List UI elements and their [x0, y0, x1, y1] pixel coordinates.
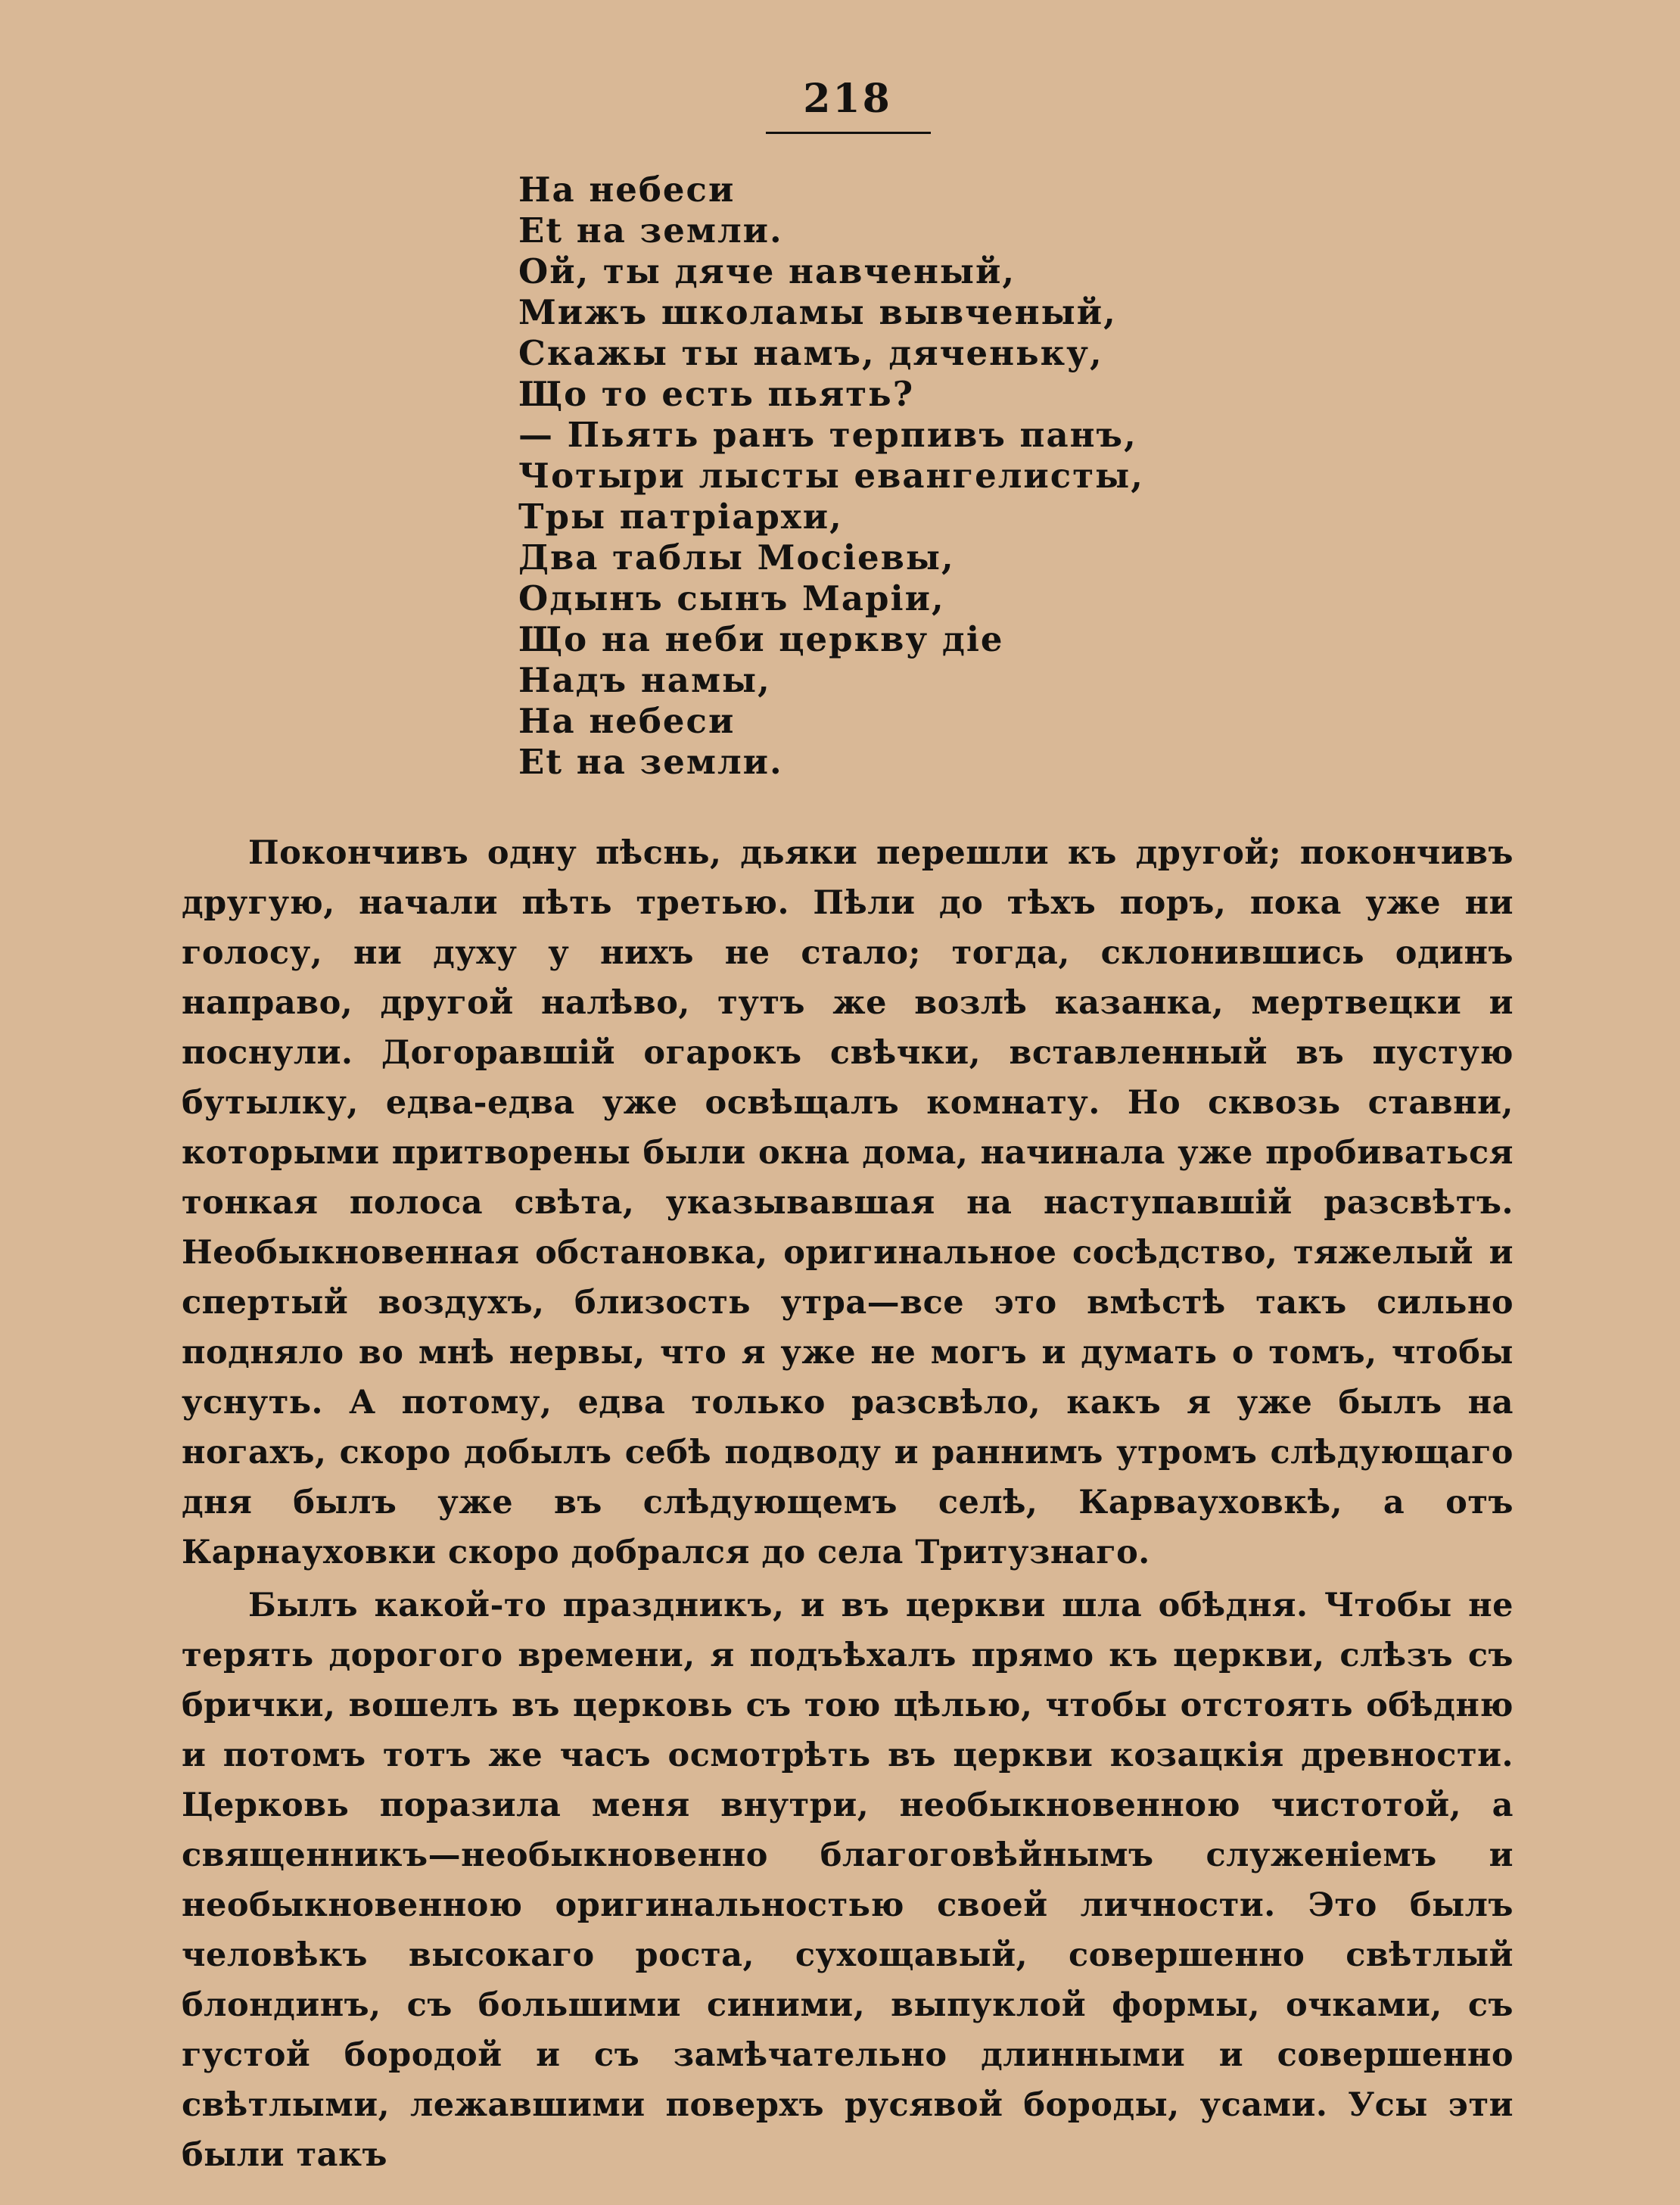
verse-line: Скажы ты намъ, дяченьку,: [518, 333, 1103, 373]
verse-line: Мижъ школамы вывченый,: [518, 292, 1117, 332]
verse: [518, 170, 1578, 783]
page-number-rule: [766, 132, 931, 134]
verse-line: Et на земли.: [518, 210, 783, 251]
verse-line: Два таблы Мосіевы,: [518, 537, 955, 578]
verse-line: Що то есть пьять?: [518, 374, 915, 414]
page-number: 218: [803, 76, 892, 122]
verse-line: На небеси: [518, 170, 736, 210]
verse-line: Що на неби церкву діе: [518, 619, 1004, 659]
verse-line: Чотыри лысты евангелисты,: [518, 456, 1144, 496]
verse-line: Одынъ сынъ Маріи,: [518, 578, 945, 618]
verse-line: Et на земли.: [518, 742, 783, 782]
body-paragraph: Покончивъ одну пѣснь, дьяки перешли къ другой; покончивъ другую, начали пѣть третью. Пѣли до тѣхъ поръ, пока уже ни голосу, ни духу у нихъ не стало; тогда, склонившись одинъ направо, другой налѣво, тутъ же возлѣ казанка, мертвецки и поснули. Догоравшій огарокъ свѣчки, вставленный въ пустую бутылку, едва-едва уже освѣщалъ комнату. Но сквозь ставни, которыми притворены были окна дома, начинала уже пробиваться тонкая полоса свѣта, указывавшая на наступавшій разсвѣтъ. Необыкновенная обстановка, оригинальное сосѣдство, тяжелый и спертый воздухъ, близость утра—все это вмѣстѣ такъ сильно подняло во мнѣ нервы, что я уже не могъ и думать о томъ, чтобы уснуть. А потому, едва только разсвѣло, какъ я уже былъ на ногахъ, скоро добылъ себѣ подводу и раннимъ утромъ слѣдующаго дня былъ уже въ слѣдующемъ селѣ, Карвауховкѣ, а отъ Карнауховки скоро добрался до села Тритузнаго.: [182, 834, 1514, 1571]
verse-line: На небеси: [518, 701, 736, 741]
verse-line: — Пьять ранъ терпивъ панъ,: [518, 415, 1137, 455]
verse-line: Ой, ты дяче навченый,: [518, 251, 1016, 291]
verse-line: Надъ намы,: [518, 660, 771, 700]
body-paragraph: Былъ какой-то праздникъ, и въ церкви шла обѣдня. Чтобы не терять дорогого времени, я подъѣхалъ прямо къ церкви, слѣзъ съ брички, вошелъ въ церковь съ тою цѣлью, чтобы отстоять обѣдню и потомъ тотъ же часъ осмотрѣть въ церкви козацкія древности. Церковь поразила меня внутри, необыкновенною чистотой, а священникъ—необыкновенно благоговѣйнымъ служеніемъ и необыкновенною оригинальностью своей личности. Это былъ человѣкъ высокаго роста, сухощавый, совершенно свѣтлый блондинъ, съ большими синими, выпуклой формы, очками, съ густой бородой и съ замѣчательно длинными и совершенно свѣтлыми, лежавшими поверхъ русявой бороды, усами. Усы эти были такъ: [182, 1587, 1514, 2174]
verse-line: Тры патріархи,: [518, 497, 843, 537]
